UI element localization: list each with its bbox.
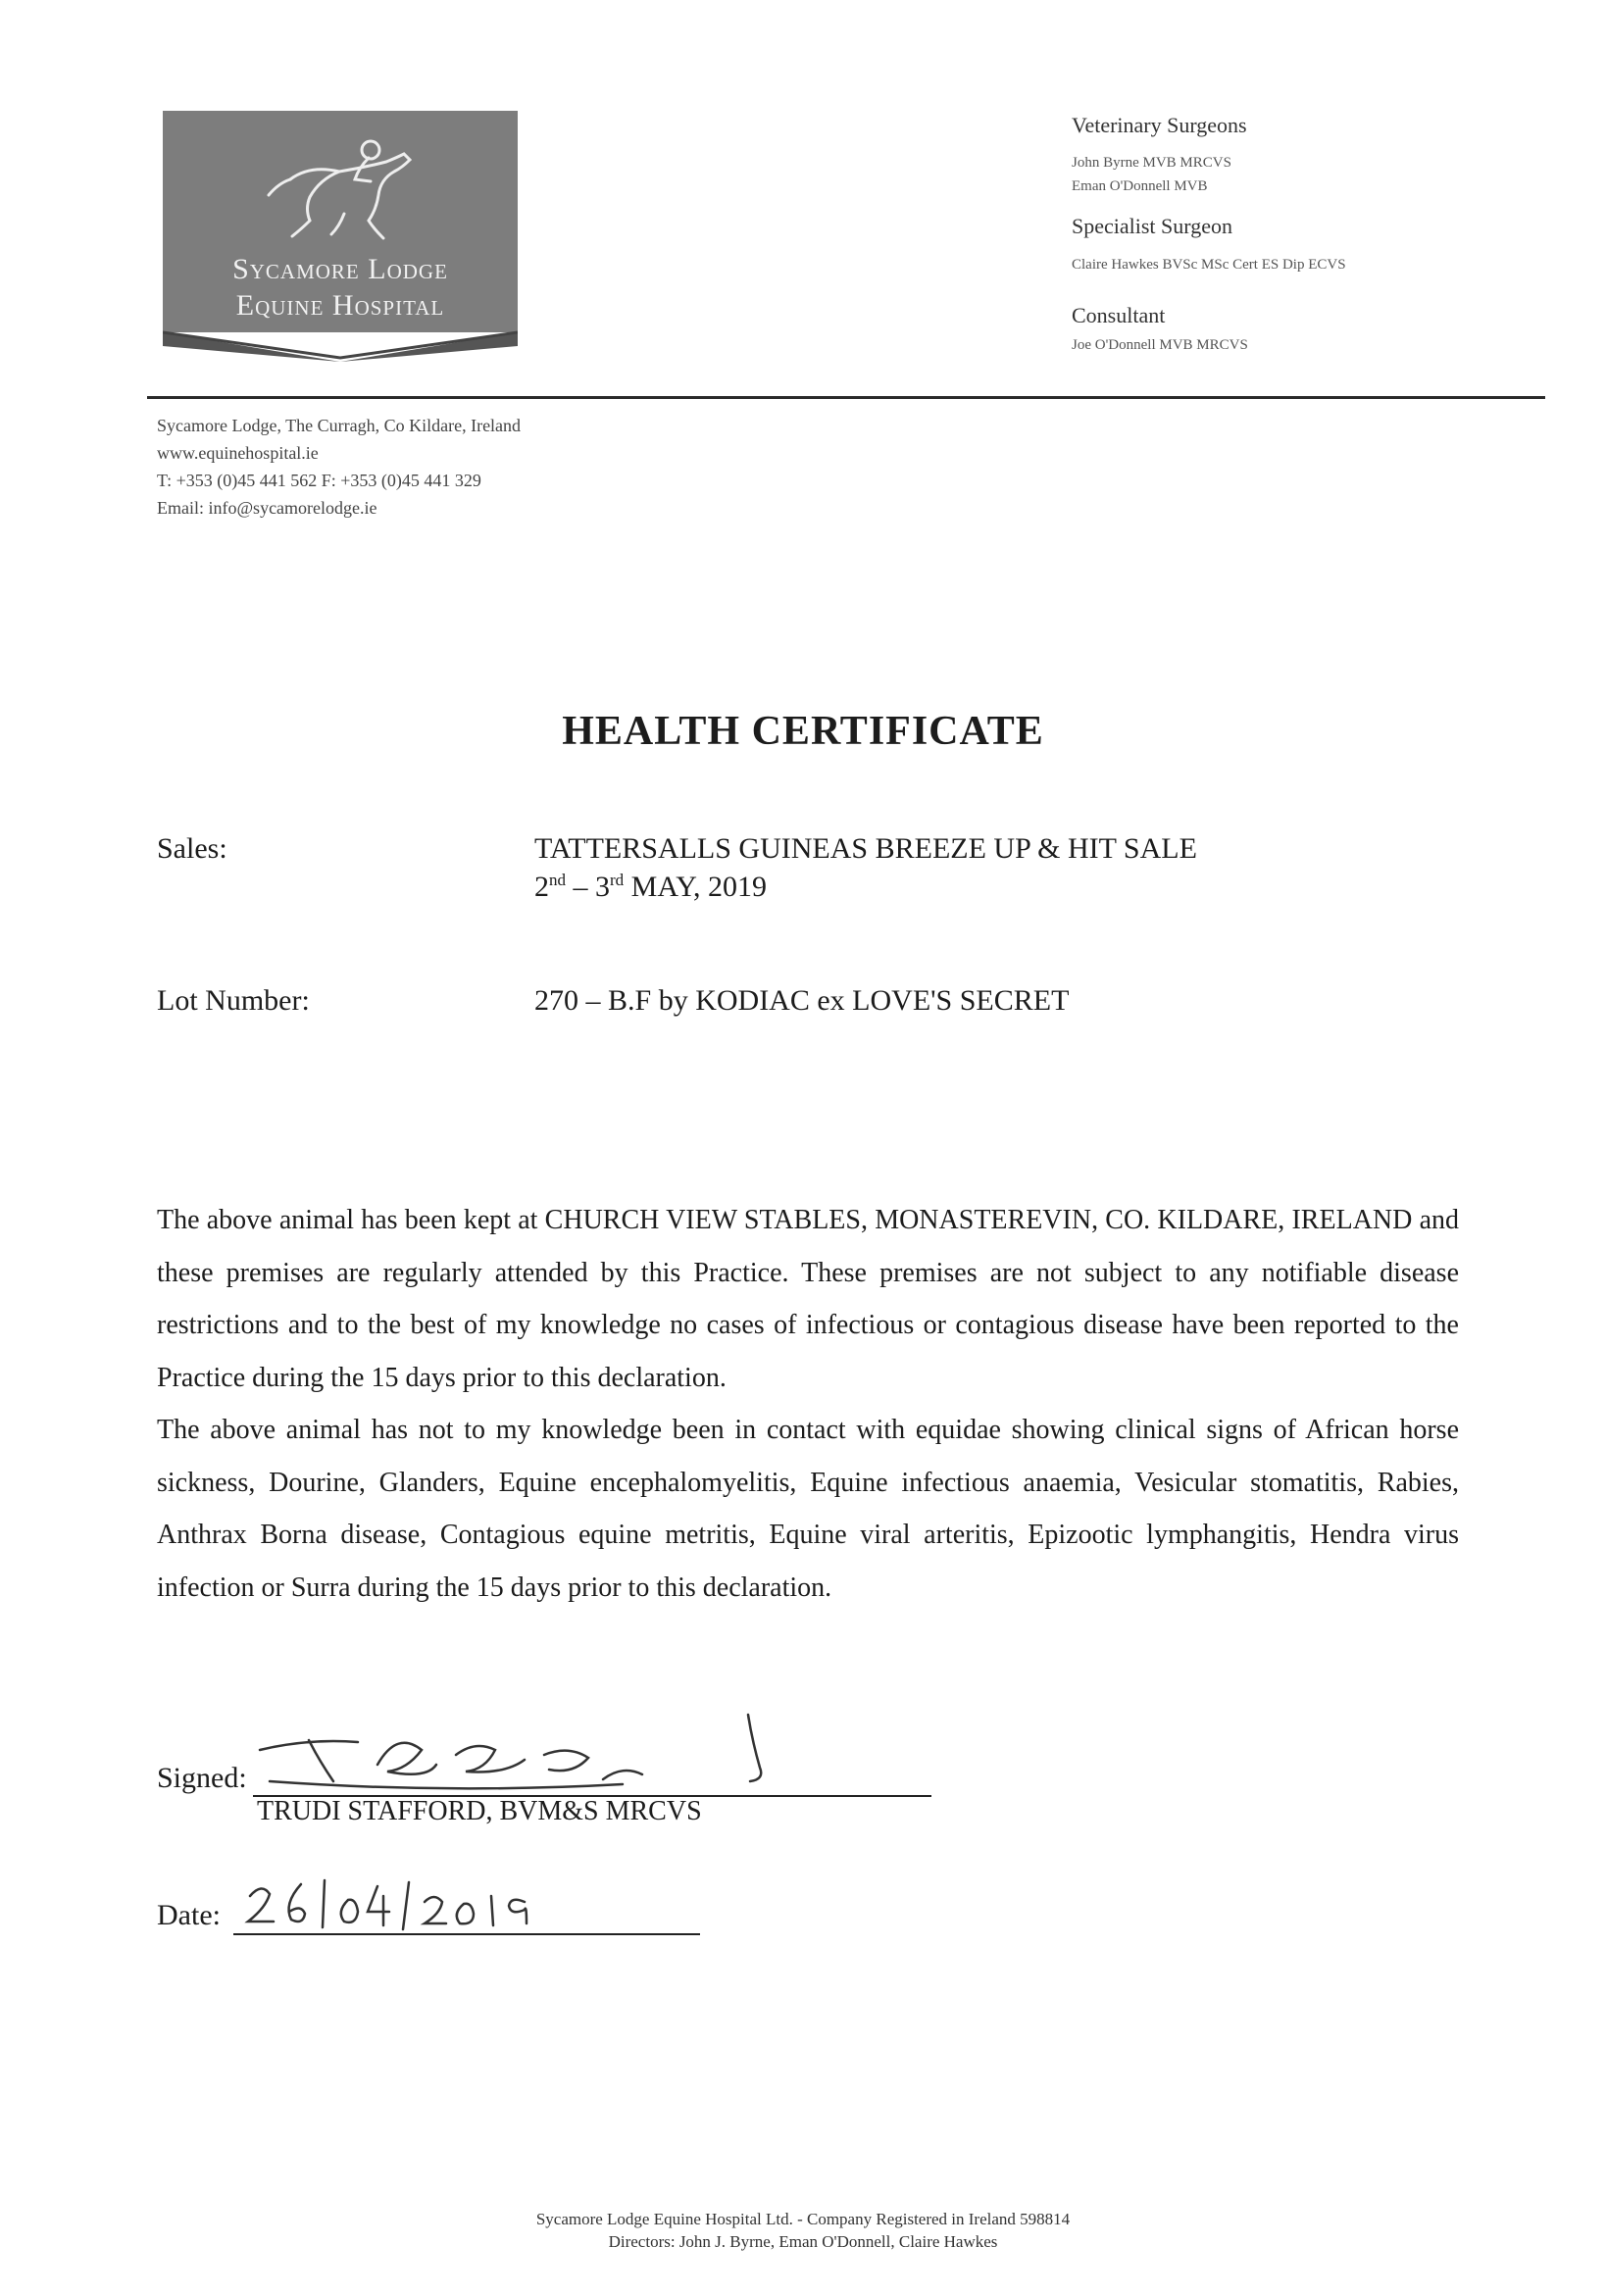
sales-label: Sales: [157, 832, 227, 865]
specialist-surgeon-1: Claire Hawkes BVSc MSc Cert ES Dip ECVS [1072, 257, 1346, 273]
paragraph-premises: The above animal has been kept at CHURCH VIEW STABLES, MONASTEREVIN, CO. KILDARE, IRELAND and these premises are regularly attended by this Practice. These premises are not subject to any notifiable disease restrictions and to the best of my knowledge no cases of infectious or contagious disease have been reported to the Practice during the 15 days prior to this declaration. [157, 1205, 1459, 1393]
vet-surgeons-heading: Veterinary Surgeons [1072, 113, 1247, 137]
signed-label: Signed: [157, 1762, 247, 1794]
vet-surgeon-2: Eman O'Donnell MVB [1072, 178, 1208, 194]
footer-directors: Directors: John J. Byrne, Eman O'Donnell, Claire Hawkes [608, 2232, 998, 2251]
sales-value: TATTERSALLS GUINEAS BREEZE UP & HIT SALE [534, 832, 1197, 865]
address-email: Email: info@sycamorelodge.ie [157, 498, 377, 518]
paragraph-contact: The above animal has not to my knowledge been in contact with equidae showing clinical signs of African horse sickness, Dourine, Glanders, Equine encephalomyelitis, Equine infectious anaemia, Vesicular stomatitis, Rabies, Anthrax Borna disease, Contagious equine metritis, Equine viral arteritis, Epizootic lymphangitis, Hendra virus infection or Surra during the 15 days prior to this declaration. [157, 1415, 1459, 1603]
signatory-name: TRUDI STAFFORD, BVM&S MRCVS [257, 1796, 702, 1826]
sales-dates: 2nd – 3rd MAY, 2019 [534, 871, 768, 903]
consultant-1: Joe O'Donnell MVB MRCVS [1072, 337, 1248, 353]
hospital-logo [163, 111, 518, 362]
footer-company: Sycamore Lodge Equine Hospital Ltd. - Company Registered in Ireland 598814 [535, 2210, 1071, 2228]
certificate-body [157, 1194, 1459, 1614]
consultant-heading: Consultant [1072, 303, 1166, 327]
logo-line-2: Equine Hospital [235, 289, 445, 322]
address-website: www.equinehospital.ie [157, 443, 319, 463]
lot-label: Lot Number: [157, 984, 310, 1017]
lot-value: 270 – B.F by KODIAC ex LOVE'S SECRET [534, 984, 1070, 1017]
address-line-1: Sycamore Lodge, The Curragh, Co Kildare, Ireland [157, 416, 522, 435]
logo-line-1: Sycamore Lodge [232, 253, 448, 285]
date-line [233, 1933, 700, 1935]
address-phone: T: +353 (0)45 441 562 F: +353 (0)45 441 329 [157, 471, 481, 490]
horse-and-jockey-icon [163, 111, 518, 362]
specialist-heading: Specialist Surgeon [1072, 214, 1232, 238]
page-title: HEALTH CERTIFICATE [562, 709, 1044, 754]
vet-surgeon-1: John Byrne MVB MRCVS [1072, 155, 1231, 171]
handwritten-date [240, 1874, 593, 1933]
date-label: Date: [157, 1899, 221, 1931]
header-rule [147, 396, 1545, 399]
handwritten-signature [250, 1711, 799, 1799]
